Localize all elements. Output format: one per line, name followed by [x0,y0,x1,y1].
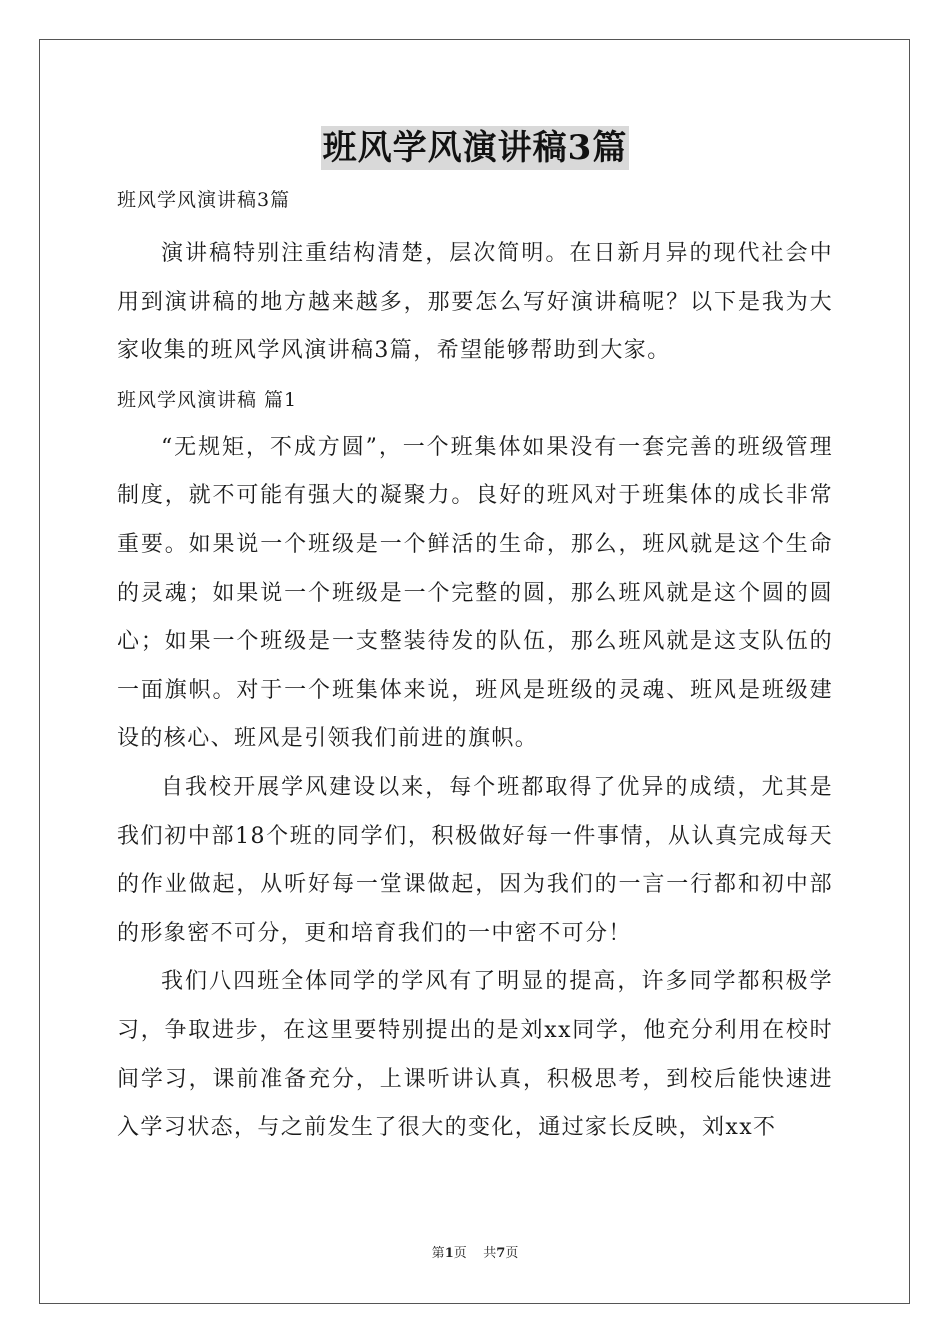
section-heading: 班风学风演讲稿 篇1 [117,388,298,411]
document-title-text: 班风学风演讲稿3篇 [322,128,628,168]
body-paragraph: 自我校开展学风建设以来，每个班都取得了优异的成绩，尤其是我们初中部18个班的同学们，积极做好每一件事情，从认真完成每天的作业做起，从听好每一堂课做起，因为我们的一言一行都和初中部的形象密不可分，更和培育我们的一中密不可分！ [117,774,833,946]
document-title [0,126,950,170]
footer-suffix: 页 [505,1246,519,1261]
footer-prefix: 第 [431,1246,445,1261]
footer-mid: 页 共 [453,1246,497,1261]
document-body [117,176,833,1153]
document-subtitle: 班风学风演讲稿3篇 [117,189,291,211]
intro-paragraph: 演讲稿特别注重结构清楚，层次简明。在日新月异的现代社会中用到演讲稿的地方越来越多，那要怎么写好演讲稿呢？以下是我为大家收集的班风学风演讲稿3篇，希望能够帮助到大家。 [117,241,833,364]
current-page-number: 1 [444,1246,454,1261]
total-pages-number: 7 [496,1246,506,1261]
page-footer [0,1242,950,1261]
body-paragraph: 我们八四班全体同学的学风有了明显的提高，许多同学都积极学习，争取进步，在这里要特别提出的是刘xx同学，他充分利用在校时间学习，课前准备充分，上课听讲认真，积极思考，到校后能快速进入学习状态，与之前发生了很大的变化，通过家长反映，刘xx不 [117,969,833,1141]
body-paragraph: “无规矩，不成方圆”，一个班集体如果没有一套完善的班级管理制度，就不可能有强大的凝聚力。良好的班风对于班集体的成长非常重要。如果说一个班级是一个鲜活的生命，那么，班风就是这个生命的灵魂；如果说一个班级是一个完整的圆，那么班风就是这个圆的圆心；如果一个班级是一支整装待发的队伍，那么班风就是这支队伍的一面旗帜。对于一个班集体来说，班风是班级的灵魂、班风是班级建设的核心、班风是引领我们前进的旗帜。 [117,434,833,752]
